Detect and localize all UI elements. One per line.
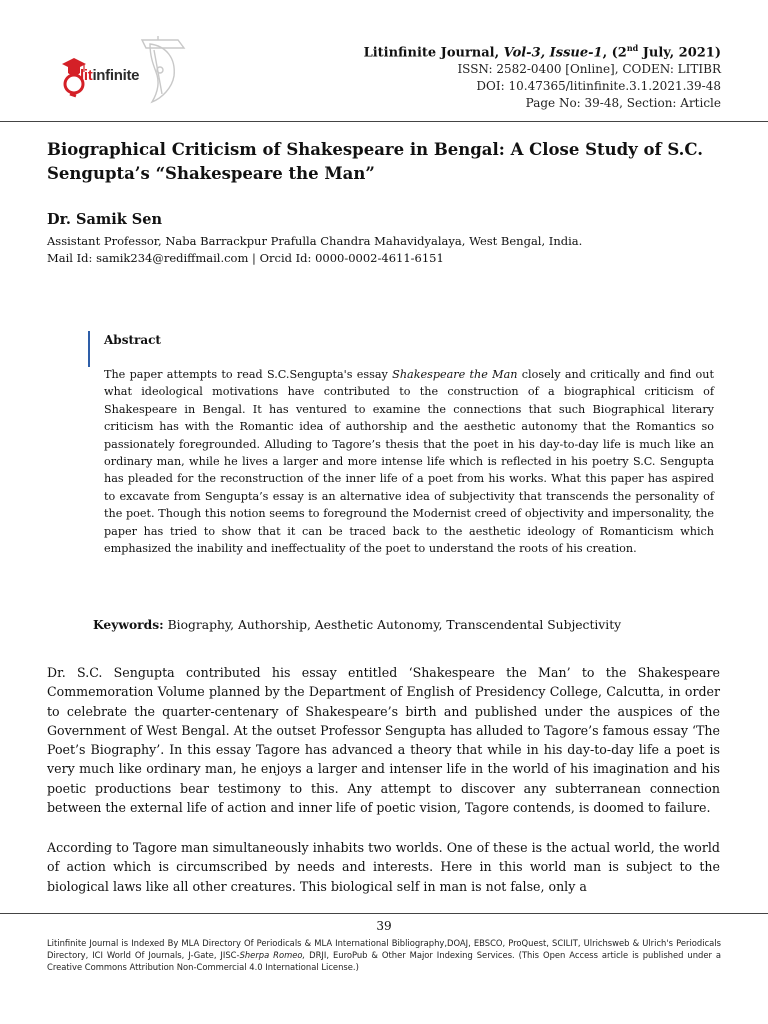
keywords-label: Keywords: xyxy=(93,617,164,632)
author-name: Dr. Samik Sen xyxy=(47,211,163,228)
indexing-note xyxy=(47,937,721,973)
journal-date-pre: , (2 xyxy=(602,45,627,61)
keywords xyxy=(93,617,733,632)
journal-name: Litinfinite Journal, xyxy=(363,45,504,61)
journal-date-post: July, 2021) xyxy=(638,45,721,61)
indexing-note-pre: Litinfinite Journal is Indexed By MLA Directory Of Periodicals & MLA International Bibliography,DOAJ, EBSCO, ProQuest, SCILIT, Ulrichsweb & Ulrich's Periodicals Directory, ICI World Of Journals, J-Gate, JISC- xyxy=(47,938,721,960)
indexing-note-post: DRJI, EuroPub & Other Major Indexing Services. (This Open Access article is published under a Creative Commons Attribution Non-Commercial 4.0 International License.) xyxy=(47,950,721,972)
doi-line: DOI: 10.47365/litinfinite.3.1.2021.39-48 xyxy=(476,79,721,94)
journal-info xyxy=(364,40,721,112)
abstract-accent-bar xyxy=(88,331,90,367)
indexing-note-italic: Sherpa Romeo, xyxy=(239,950,306,960)
journal-volume-issue: Vol-3, Issue-1 xyxy=(503,45,603,61)
logo-wordmark-infinite: infinite xyxy=(92,67,140,84)
issn-line: ISSN: 2582-0400 [Online], CODEN: LITIBR xyxy=(457,62,721,77)
article-title: Biographical Criticism of Shakespeare in Bengal: A Close Study of S.C. Sengupta’s “Shakespeare the Man” xyxy=(47,140,703,183)
author-affiliation-block xyxy=(47,233,727,267)
author-contact: Mail Id: samik234@rediffmail.com | Orcid Id: 0000-0002-4611-6151 xyxy=(47,251,444,265)
header-divider xyxy=(0,121,768,122)
abstract-text xyxy=(104,366,714,557)
abstract-text-pre: The paper attempts to read S.C.Sengupta's essay xyxy=(104,368,393,381)
abstract-text-post: closely and critically and find out what ideological motivations have contributed to the construction of a biographical criticism of Shakespeare in Bengal. It has ventured to examine the connections that such Biographical literary criticism has with the Romantic idea of authorship and the aesthetic autonomy that the Romantics so passionately foregrounded. Alluding to Tagore’s thesis that the poet in his day-to-day life is much like an ordinary man, while he lives a larger and more intense life which is reflected in his poetry S.C. Sengupta has pleaded for the reconstruction of the inner life of a poet from his works. What this paper has aspired to excavate from Sengupta’s essay is an alternative idea of subjectivity that transcends the personality of the poet. Though this notion seems to foreground the Modernist creed of objectivity and impersonality, the paper has tried to show that it can be traced back to the aesthetic ideology of Romanticism which emphasized the inability and ineffectuality of the poet to understand the roots of his creation. xyxy=(104,368,714,556)
journal-date-sup: nd xyxy=(626,43,639,53)
body-paragraph-1: Dr. S.C. Sengupta contributed his essay entitled ‘Shakespeare the Man’ to the Shakespeare Commemoration Volume planned by the Department of English of Presidency College, Calcutta, in order to celebrate the quarter-centenary of Shakespeare’s birth and published under the auspices of the Government of West Bengal. At the outset Professor Sengupta has alluded to Tagore’s famous essay ‘The Poet’s Biography’. In this essay Tagore has advanced a theory that while in his day-to-day life a poet is very much like ordinary man, he enjoys a larger and intenser life in the world of his imagination and his poetic productions bear testimony to this. Any attempt to discover any subterranean connection between the external life of action and inner life of poetic vision, Tagore contends, is doomed to failure. xyxy=(47,665,720,816)
body-paragraph-2: According to Tagore man simultaneously inhabits two worlds. One of these is the actual world, the world of action which is circumscribed by needs and interests. Here in this world man is subject to the biological laws like all other creatures. This biological self in man is not false, only a xyxy=(47,840,720,894)
page-number: 39 xyxy=(376,919,392,933)
author-affiliation: Assistant Professor, Naba Barrackpur Prafulla Chandra Mahavidyalaya, West Bengal, India. xyxy=(47,234,583,248)
abstract-essay-title: Shakespeare the Man xyxy=(392,368,518,381)
page-info-line: Page No: 39-48, Section: Article xyxy=(525,96,721,111)
footer-divider xyxy=(0,913,768,914)
logo-wordmark xyxy=(80,67,139,84)
logo-wordmark-lit: lit xyxy=(80,67,93,84)
abstract-heading: Abstract xyxy=(104,333,161,347)
journal-citation xyxy=(364,40,721,61)
journal-logo xyxy=(58,36,208,108)
keywords-list: Biography, Authorship, Aesthetic Autonomy, Transcendental Subjectivity xyxy=(163,618,622,632)
